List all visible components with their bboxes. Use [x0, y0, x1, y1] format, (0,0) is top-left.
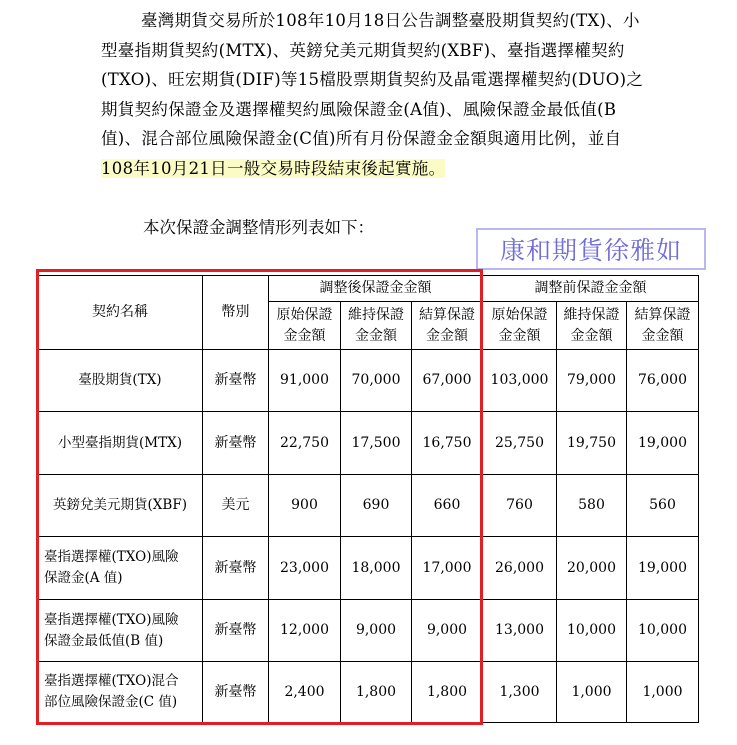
value-cell: 23,000: [269, 537, 341, 600]
header-settlement-margin: 結算保證 金金額: [412, 302, 483, 350]
currency: 新臺幣: [203, 537, 269, 600]
value-cell: 580: [557, 475, 627, 537]
value-cell: 760: [483, 475, 557, 537]
header-currency: 幣別: [203, 276, 269, 350]
value-cell: 2,400: [269, 662, 341, 723]
value-cell: 17,000: [412, 537, 483, 600]
value-cell: 70,000: [341, 350, 412, 412]
table-row: [38, 475, 699, 537]
header-after-adjustment: 調整後保證金金額: [269, 276, 483, 302]
value-cell: 91,000: [269, 350, 341, 412]
table-row: [38, 600, 699, 662]
announcement-paragraph: [101, 6, 681, 184]
value-cell: 76,000: [627, 350, 699, 412]
value-cell: 10,000: [557, 600, 627, 662]
currency: 新臺幣: [203, 662, 269, 723]
header-maintenance-margin: 維持保證 金金額: [341, 302, 412, 350]
paragraph-line: (TXO)、旺宏期貨(DIF)等15檔股票期貨契約及晶電選擇權契約(DUO)之: [101, 70, 644, 90]
value-cell: 20,000: [557, 537, 627, 600]
value-cell: 13,000: [483, 600, 557, 662]
header-before-adjustment: 調整前保證金金額: [483, 276, 699, 302]
value-cell: 19,000: [627, 537, 699, 600]
contract-name: 臺指選擇權(TXO)風險 保證金最低值(B 值): [38, 600, 203, 662]
effective-date-highlight: 108年10月21日一般交易時段結束後起實施。: [101, 158, 446, 178]
currency: 新臺幣: [203, 350, 269, 412]
table-row: [38, 350, 699, 412]
currency: 美元: [203, 475, 269, 537]
value-cell: 1,800: [412, 662, 483, 723]
value-cell: 10,000: [627, 600, 699, 662]
value-cell: 560: [627, 475, 699, 537]
value-cell: 1,800: [341, 662, 412, 723]
paragraph-line: 型臺指期貨契約(MTX)、英鎊兌美元期貨契約(XBF)、臺指選擇權契約: [101, 40, 625, 60]
paragraph-line: 臺灣期貨交易所於108年10月18日公告調整臺股期貨契約(TX)、小: [141, 11, 640, 30]
header-settlement-margin: 結算保證 金金額: [627, 302, 699, 350]
value-cell: 1,000: [557, 662, 627, 723]
value-cell: 9,000: [341, 600, 412, 662]
value-cell: 19,750: [557, 412, 627, 475]
value-cell: 103,000: [483, 350, 557, 412]
value-cell: 16,750: [412, 412, 483, 475]
currency: 新臺幣: [203, 600, 269, 662]
value-cell: 690: [341, 475, 412, 537]
value-cell: 17,500: [341, 412, 412, 475]
header-maintenance-margin: 維持保證 金金額: [557, 302, 627, 350]
header-row-group: [38, 276, 699, 302]
value-cell: 67,000: [412, 350, 483, 412]
contract-name: 小型臺指期貨(MTX): [38, 412, 203, 475]
watermark: 康和期貨徐雅如: [476, 228, 706, 270]
table-intro: 本次保證金調整情形列表如下：: [143, 218, 374, 237]
value-cell: 12,000: [269, 600, 341, 662]
header-contract-name: 契約名稱: [38, 276, 203, 350]
margin-table: [37, 275, 699, 723]
value-cell: 900: [269, 475, 341, 537]
header-original-margin: 原始保證 金金額: [483, 302, 557, 350]
contract-name: 臺股期貨(TX): [38, 350, 203, 412]
value-cell: 1,000: [627, 662, 699, 723]
value-cell: 18,000: [341, 537, 412, 600]
contract-name: 英鎊兌美元期貨(XBF): [38, 475, 203, 537]
value-cell: 660: [412, 475, 483, 537]
value-cell: 25,750: [483, 412, 557, 475]
currency: 新臺幣: [203, 412, 269, 475]
paragraph-line: 值)、混合部位風險保證金(C值)所有月份保證金金額與適用比例，並自: [101, 129, 622, 149]
value-cell: 26,000: [483, 537, 557, 600]
value-cell: 19,000: [627, 412, 699, 475]
paragraph-line: 期貨契約保證金及選擇權契約風險保證金(A值)、風險保證金最低值(B: [101, 99, 617, 119]
table-row: [38, 537, 699, 600]
value-cell: 22,750: [269, 412, 341, 475]
paragraph-line: [101, 154, 681, 184]
value-cell: 9,000: [412, 600, 483, 662]
table-row: [38, 662, 699, 723]
header-original-margin: 原始保證 金金額: [269, 302, 341, 350]
contract-name: 臺指選擇權(TXO)風險 保證金(A 值): [38, 537, 203, 600]
contract-name: 臺指選擇權(TXO)混合 部位風險保證金(C 值): [38, 662, 203, 723]
table-row: [38, 412, 699, 475]
value-cell: 1,300: [483, 662, 557, 723]
value-cell: 79,000: [557, 350, 627, 412]
